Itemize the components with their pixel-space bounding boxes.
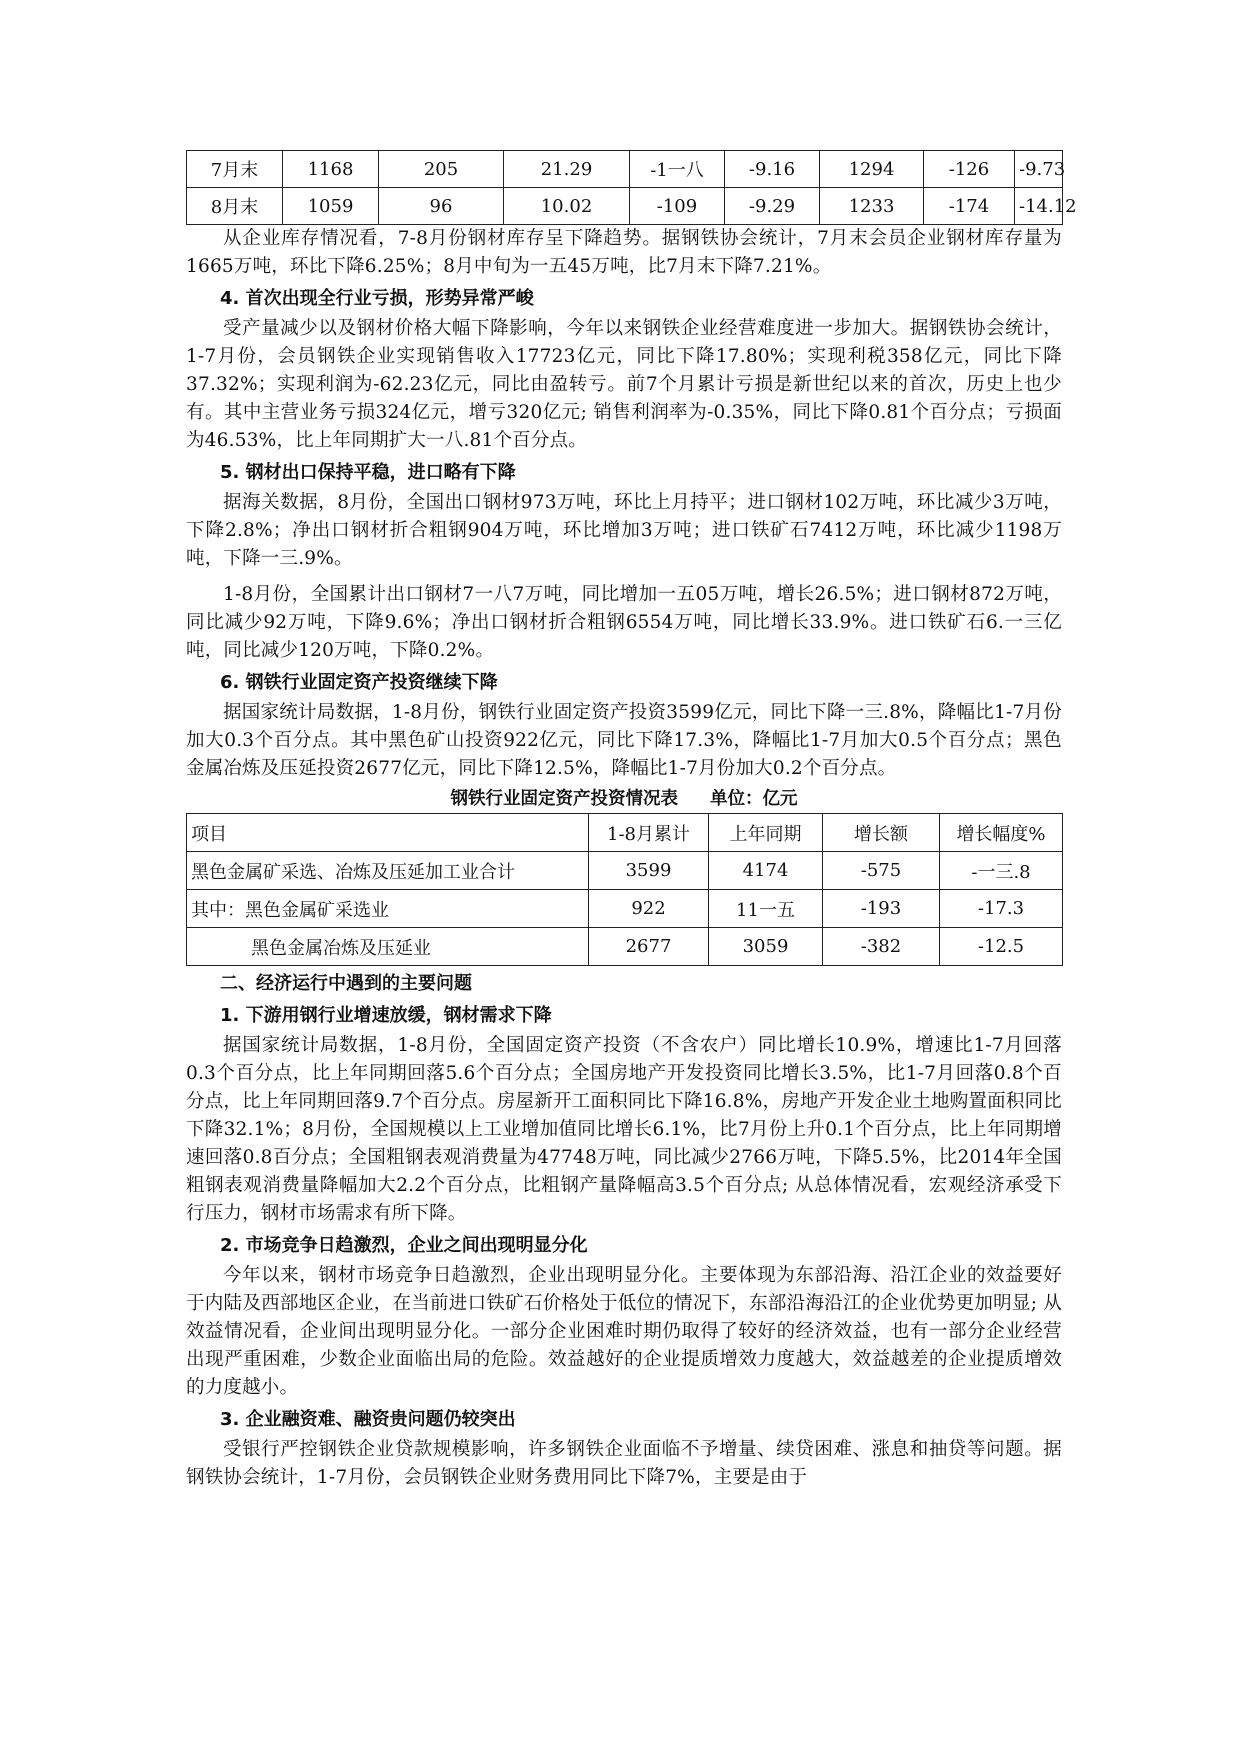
table-cell: -174 bbox=[924, 188, 1015, 225]
table-cell: -193 bbox=[823, 890, 940, 928]
heading-section-problems: 二、经济运行中遇到的主要问题 bbox=[220, 973, 472, 994]
table-cell: 205 bbox=[379, 151, 504, 188]
paragraph-competition: 今年以来，钢材市场竞争日趋激烈，企业出现明显分化。主要体现为东部沿海、沿江企业的效益要好于内陆及西部地区企业，在当前进口铁矿石价格处于低位的情况下，东部沿海沿江的企业优势更加明显; 从效益情况看，企业间出现明显分化。一部分企业困难时期仍取得了较好的经济效益，也有一部分企业经营出现严重困难，少数企业面临出局的危险。效益越好的企业提质增效力度越大，效益越差的企业提质增效的力度越小。 bbox=[186, 1265, 1062, 1398]
heading-export: 5. 钢材出口保持平稳，进口略有下降 bbox=[220, 462, 516, 483]
table-unit: 单位：亿元 bbox=[710, 789, 798, 809]
table-cell: -9.16 bbox=[725, 151, 820, 188]
table-cell: 3599 bbox=[589, 852, 709, 890]
table-cell: -126 bbox=[924, 151, 1015, 188]
investment-table bbox=[186, 813, 1063, 966]
table-cell: -575 bbox=[823, 852, 940, 890]
table-cell: -382 bbox=[823, 928, 940, 966]
table-cell: 1059 bbox=[283, 188, 379, 225]
table-cell: 3059 bbox=[709, 928, 823, 966]
heading-investment: 6. 钢铁行业固定资产投资继续下降 bbox=[220, 672, 498, 693]
paragraph-demand: 据国家统计局数据，1-8月份，全国固定资产投资（不含农户）同比增长10.9%，增速比1-7月回落0.3个百分点，比上年同期回落5.6个百分点；全国房地产开发投资同比增长3.5%，比1-7月回落0.8个百分点，比上年同期回落9.7个百分点。房屋新开工面积同比下降16.8%，房地产开发企业土地购置面积同比下降32.1%；8月份，全国规模以上工业增加值同比增长6.1%，比7月份上升0.1个百分点，比上年同期增速回落0.8百分点；全国粗钢表观消费量为47748万吨，同比减少2766万吨，下降5.5%，比2014年全国粗钢表观消费量降幅加大2.2个百分点，比粗钢产量降幅高3.5个百分点; 从总体情况看，宏观经济承受下行压力，钢材市场需求有所下降。 bbox=[186, 1035, 1062, 1224]
table-cell: -一三.8 bbox=[940, 852, 1063, 890]
column-header: 1-8月累计 bbox=[589, 814, 709, 852]
table-row bbox=[187, 928, 1063, 966]
table-header-row bbox=[187, 814, 1063, 852]
table-row bbox=[187, 890, 1063, 928]
heading-financing: 3. 企业融资难、融资贵问题仍较突出 bbox=[220, 1409, 516, 1430]
table-cell: -14.12 bbox=[1015, 188, 1063, 225]
table-cell: -17.3 bbox=[940, 890, 1063, 928]
table-cell: -12.5 bbox=[940, 928, 1063, 966]
heading-demand: 1. 下游用钢行业增速放缓，钢材需求下降 bbox=[220, 1005, 552, 1026]
table-cell: 21.29 bbox=[504, 151, 630, 188]
heading-loss: 4. 首次出现全行业亏损，形势异常严峻 bbox=[220, 288, 534, 309]
column-header: 增长幅度% bbox=[940, 814, 1063, 852]
document-page bbox=[186, 150, 1077, 1492]
table-cell: 96 bbox=[379, 188, 504, 225]
table-row bbox=[187, 151, 1063, 188]
table-cell: 黑色金属矿采选、冶炼及压延加工业合计 bbox=[187, 852, 589, 890]
paragraph-loss: 受产量减少以及钢材价格大幅下降影响，今年以来钢铁企业经营难度进一步加大。据钢铁协会统计，1-7月份，会员钢铁企业实现销售收入17723亿元，同比下降17.80%；实现利税358亿元，同比下降37.32%；实现利润为-62.23亿元，同比由盈转亏。前7个月累计亏损是新世纪以来的首次，历史上也少有。其中主营业务亏损324亿元，增亏320亿元; 销售利润率为-0.35%，同比下降0.81个百分点；亏损面为46.53%，比上年同期扩大一八.81个百分点。 bbox=[186, 318, 1062, 451]
paragraph-inventory: 从企业库存情况看，7-8月份钢材库存呈下降趋势。据钢铁协会统计，7月末会员企业钢材库存量为1665万吨，环比下降6.25%；8月中旬为一五45万吨，比7月末下降7.21%。 bbox=[186, 228, 1062, 277]
table-cell: 黑色金属冶炼及压延业 bbox=[187, 928, 589, 966]
paragraph-investment: 据国家统计局数据，1-8月份，钢铁行业固定资产投资3599亿元，同比下降一三.8%，降幅比1-7月份加大0.3个百分点。其中黑色矿山投资922亿元，同比下降17.3%，降幅比1-7月加大0.5个百分点；黑色金属冶炼及压延投资2677亿元，同比下降12.5%，降幅比1-7月份加大0.2个百分点。 bbox=[186, 702, 1062, 779]
table-cell: 7月末 bbox=[187, 151, 283, 188]
column-header: 增长额 bbox=[823, 814, 940, 852]
table-row bbox=[187, 188, 1063, 225]
table-cell: 2677 bbox=[589, 928, 709, 966]
table-cell: -9.73 bbox=[1015, 151, 1063, 188]
table-cell: 其中：黑色金属矿采选业 bbox=[187, 890, 589, 928]
column-header: 项目 bbox=[187, 814, 589, 852]
table-cell: 4174 bbox=[709, 852, 823, 890]
paragraph-export-august: 据海关数据，8月份，全国出口钢材973万吨，环比上月持平；进口钢材102万吨，环比减少3万吨，下降2.8%；净出口钢材折合粗钢904万吨，环比增加3万吨；进口铁矿石7412万吨，环比减少1198万吨，下降一三.9%。 bbox=[186, 492, 1062, 569]
column-header: 上年同期 bbox=[709, 814, 823, 852]
heading-competition: 2. 市场竞争日趋激烈，企业之间出现明显分化 bbox=[220, 1235, 588, 1256]
table-cell: -109 bbox=[630, 188, 725, 225]
table-cell: 10.02 bbox=[504, 188, 630, 225]
table-cell: 922 bbox=[589, 890, 709, 928]
table-cell: 1294 bbox=[820, 151, 924, 188]
table-cell: 8月末 bbox=[187, 188, 283, 225]
table-row bbox=[187, 852, 1063, 890]
inventory-table bbox=[186, 150, 1077, 225]
table-title: 钢铁行业固定资产投资情况表 bbox=[450, 789, 678, 809]
table-cell: -9.29 bbox=[725, 188, 820, 225]
table-cell: 1168 bbox=[283, 151, 379, 188]
table-cell: -1一八 bbox=[630, 151, 725, 188]
paragraph-export-cumulative: 1-8月份，全国累计出口钢材7一八7万吨，同比增加一五05万吨，增长26.5%；进口钢材872万吨，同比减少92万吨，下降9.6%；净出口钢材折合粗钢6554万吨，同比增长33.9%。进口铁矿石6.一三亿吨，同比减少120万吨，下降0.2%。 bbox=[186, 584, 1062, 661]
table-cell: 11一五 bbox=[709, 890, 823, 928]
investment-table-caption bbox=[186, 785, 1062, 813]
paragraph-financing: 受银行严控钢铁企业贷款规模影响，许多钢铁企业面临不予增量、续贷困难、涨息和抽贷等问题。据钢铁协会统计，1-7月份，会员钢铁企业财务费用同比下降7%，主要是由于 bbox=[186, 1439, 1062, 1488]
table-cell: 1233 bbox=[820, 188, 924, 225]
